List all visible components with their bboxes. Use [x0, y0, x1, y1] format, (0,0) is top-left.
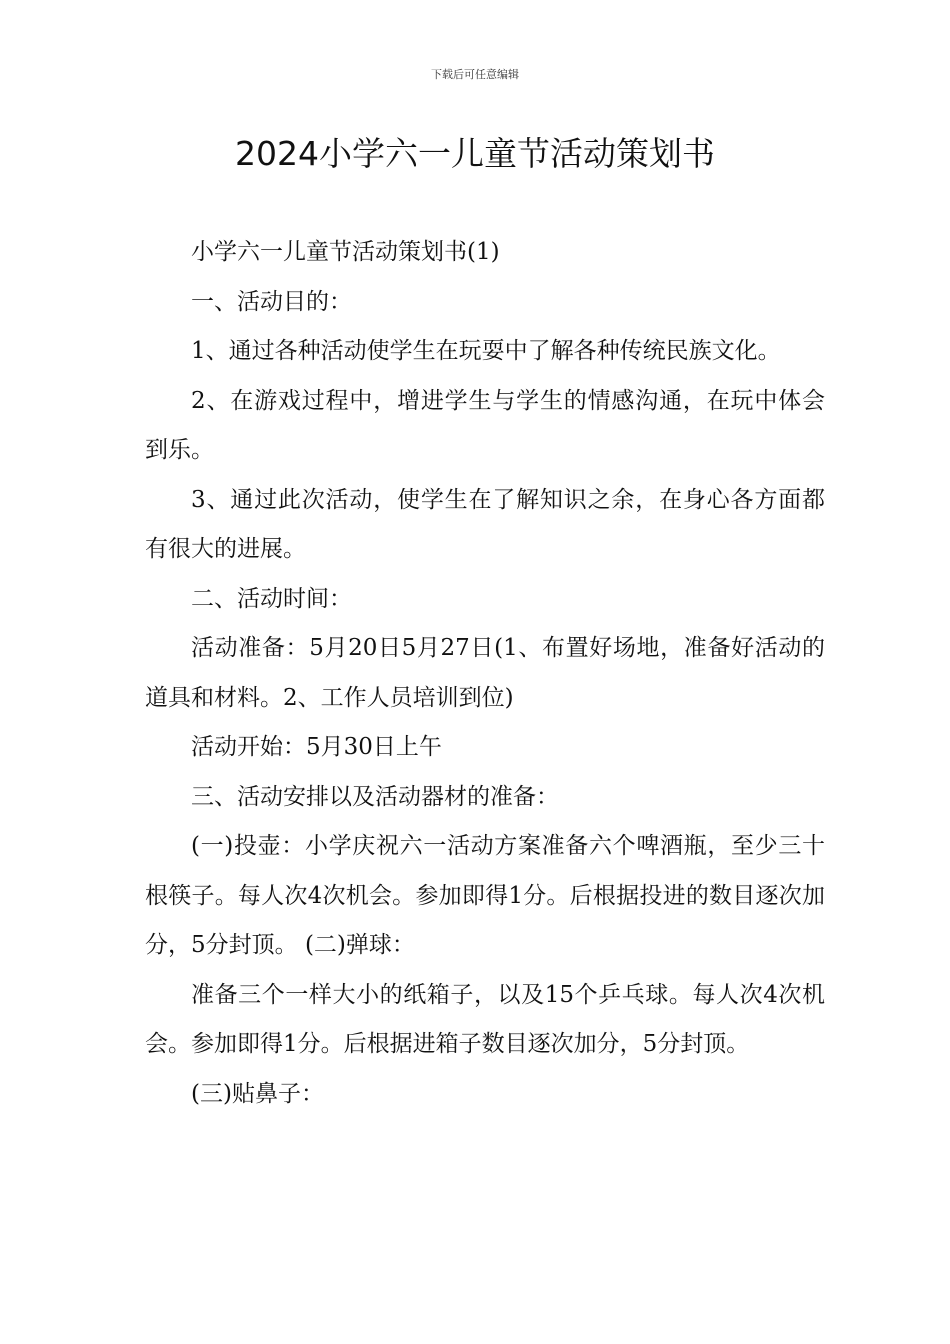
paragraph-activity-3-heading: (三)贴鼻子： [191, 1080, 324, 1107]
paragraph-goal-1: 1、通过各种活动使学生在玩耍中了解各种传统民族文化。 [191, 338, 781, 364]
header-note: 下载后可任意编辑 [431, 68, 519, 81]
paragraph-subtitle: 小学六一儿童节活动策划书(1) [191, 239, 500, 265]
paragraph-start: 活动开始：5月30日上午 [191, 734, 442, 760]
paragraph-section-3-heading: 三、活动安排以及活动器材的准备： [191, 783, 559, 810]
paragraph-activity-2: 准备三个一样大小的纸箱子，以及15个乒乓球。每人次4次机会。参加即得1分。后根据进箱子数目逐次加分，5分封顶。 [145, 981, 825, 1057]
paragraph-section-2-heading: 二、活动时间： [191, 585, 352, 612]
document-body [145, 228, 825, 1119]
paragraph-goal-3: 3、通过此次活动，使学生在了解知识之余，在身心各方面都有很大的进展。 [145, 486, 825, 562]
paragraph-activity-1: (一)投壶：小学庆祝六一活动方案准备六个啤酒瓶，至少三十根筷子。每人次4次机会。参加即得1分。后根据投进的数目逐次加分，5分封顶。 (二)弹球： [145, 833, 825, 958]
paragraph-section-1-heading: 一、活动目的： [191, 288, 352, 315]
document-title: 2024小学六一儿童节活动策划书 [235, 134, 715, 173]
paragraph-goal-2: 2、在游戏过程中，增进学生与学生的情感沟通，在玩中体会到乐。 [145, 387, 825, 463]
paragraph-preparation: 活动准备：5月20日5月27日(1、布置好场地，准备好活动的道具和材料。2、工作人员培训到位) [145, 635, 825, 711]
